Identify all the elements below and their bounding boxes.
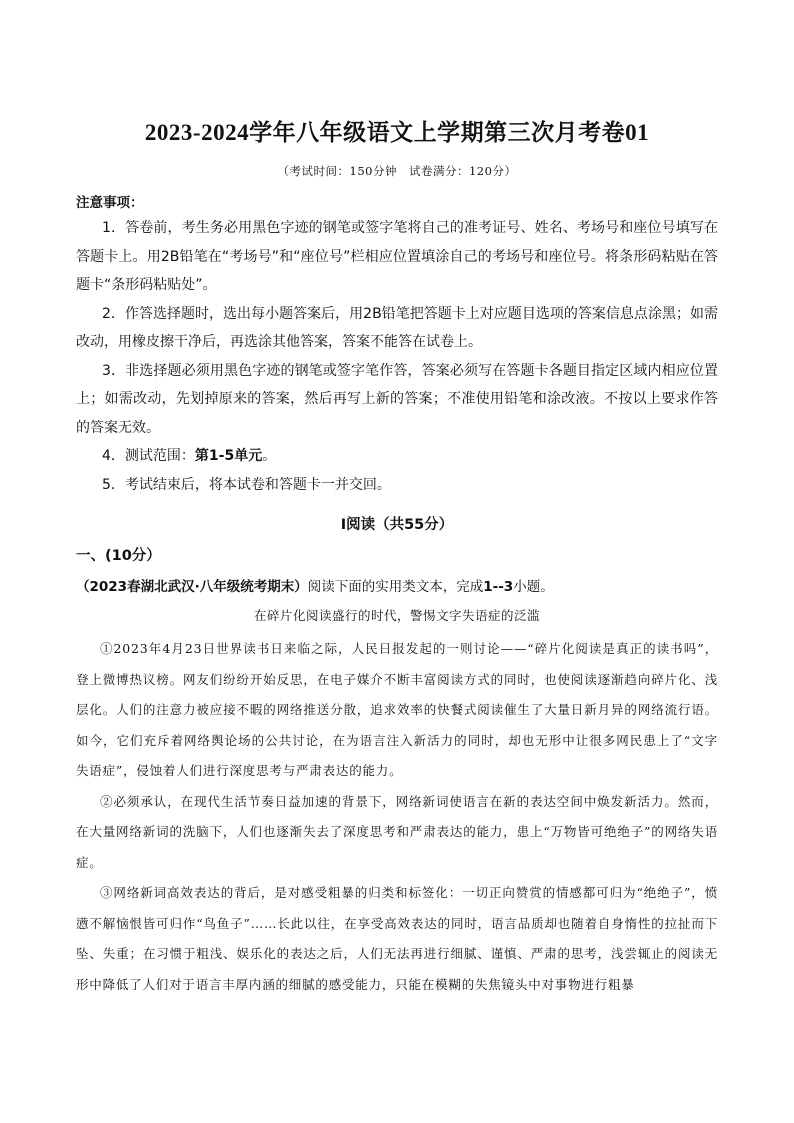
notice-item-2: 2．作答选择题时，选出每小题答案后，用2B铅笔把答题卡上对应题目选项的答案信息点涂黑；如需改动，用橡皮擦干净后，再选涂其他答案，答案不能答在试卷上。 xyxy=(76,305,718,350)
source-bold: （2023春湖北武汉·八年级统考期末） xyxy=(76,579,308,595)
exam-title: 2023-2024学年八年级语文上学期第三次月考卷01 xyxy=(144,120,650,145)
notice-label: 注意事项： xyxy=(76,195,144,211)
notice-item-4 xyxy=(76,442,718,471)
article-body xyxy=(76,634,718,1000)
source-range: 1--3 xyxy=(483,579,514,595)
source-text: 阅读下面的实用类文本，完成 xyxy=(307,579,484,595)
scope-suffix: 。 xyxy=(262,448,277,464)
notice-list xyxy=(76,214,718,499)
exam-subtitle: （考试时间：150分钟 试卷满分：120分） xyxy=(277,164,517,178)
notice-item-1: 1．答卷前，考生务必用黑色字迹的钢笔或签字笔将自己的准考证号、姓名、考场号和座位号填写在答题卡上。用2B铅笔在“考场号”和“座位号”栏相应位置填涂自己的考场号和座位号。将条形码粘贴在答题卡“条形码粘贴处”。 xyxy=(76,220,718,293)
part-heading: 一、(10分） xyxy=(76,548,161,564)
section-title: Ⅰ阅读（共55分） xyxy=(340,517,454,533)
scope-value: 第1-5单元 xyxy=(194,448,263,464)
source-end: 小题。 xyxy=(513,579,554,595)
notice-item-3: 3．非选择题必须用黑色字迹的钢笔或签字笔作答，答案必须写在答题卡各题目指定区域内相应位置上；如需改动，先划掉原来的答案，然后再写上新的答案；不准使用铅笔和涂改液。不按以上要求作答的答案无效。 xyxy=(76,362,718,436)
article-paragraph-3: ③网络新词高效表达的背后，是对感受粗暴的归类和标签化：一切正向赞赏的情感都可归为“绝绝子”，愤懑不解恼恨皆可归作“鸟鱼子”……长此以往，在享受高效表达的同时，语言品质却也随着自身惰性的拉扯而下坠、失重；在习惯于粗浅、娱乐化的表达之后，人们无法再进行细腻、谨慎、严肃的思考，浅尝辄止的阅读无形中降低了人们对于语言丰厚内涵的细腻的感受能力，只能在模糊的失焦镜头中对事物进行粗暴 xyxy=(76,885,718,992)
article-paragraph-1: ①2023年4月23日世界读书日来临之际，人民日报发起的一则讨论——“碎片化阅读是真正的读书吗”，登上微博热议榜。网友们纷纷开始反思，在电子媒介不断丰富阅读方式的同时，也使阅读逐渐趋向碎片化、浅层化。人们的注意力被应接不暇的网络推送分散，追求效率的快餐式阅读催生了大量日新月异的网络流行语。如今，它们充斥着网络舆论场的公共讨论，在为语言注入新活力的同时，却也无形中让很多网民患上了“文字失语症”，侵蚀着人们进行深度思考与严肃表达的能力。 xyxy=(76,641,718,778)
article-title: 在碎片化阅读盛行的时代，警惕文字失语症的泛滥 xyxy=(253,608,540,623)
article-paragraph-2: ②必须承认，在现代生活节奏日益加速的背景下，网络新词使语言在新的表达空间中焕发新活力。然而，在大量网络新词的洗脑下，人们也逐渐失去了深度思考和严肃表达的能力，患上“万物皆可绝绝子”的网络失语症。 xyxy=(76,793,718,870)
scope-prefix: 4．测试范围： xyxy=(102,448,195,464)
notice-item-5: 5．考试结束后，将本试卷和答题卡一并交回。 xyxy=(102,476,391,493)
question-source xyxy=(76,575,736,595)
